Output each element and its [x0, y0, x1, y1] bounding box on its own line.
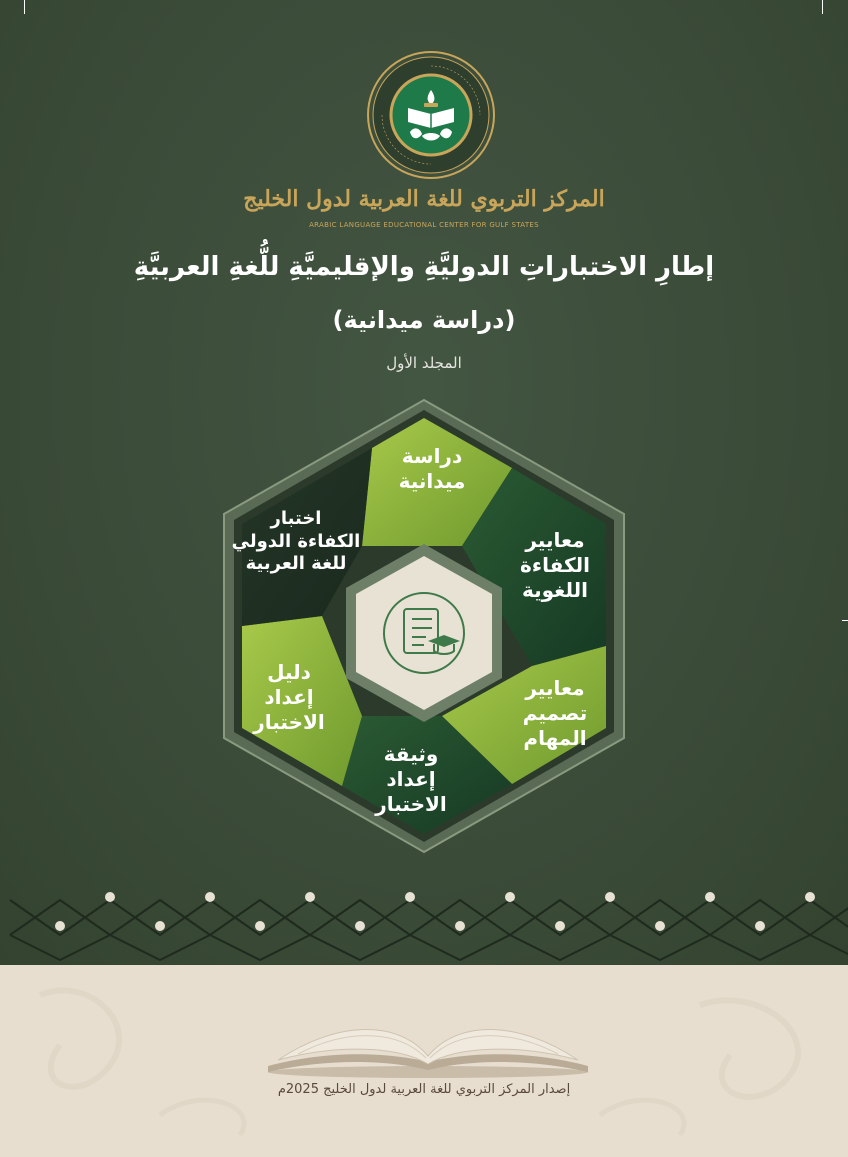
segment-label-field-study: دراسة ميدانية [398, 444, 466, 493]
segment-label-test-document: وثيقة إعداد الاختبار [375, 742, 447, 816]
organization-seal-logo [366, 50, 496, 180]
crop-mark-left [24, 0, 25, 14]
pattern-dot [305, 892, 315, 902]
decorative-pattern [0, 880, 848, 965]
pattern-dot [555, 921, 565, 931]
pattern-dot [205, 892, 215, 902]
segment-label-test-guide: دليل إعداد الاختبار [253, 660, 325, 734]
organization-name-english: ARABIC LANGUAGE EDUCATIONAL CENTER FOR GULF STATES [309, 221, 539, 229]
volume-label: المجلد الأول [386, 354, 462, 372]
pattern-lattice [10, 900, 848, 960]
pattern-dot [105, 892, 115, 902]
publisher-line: إصدار المركز التربوي للغة العربية لدول الخليج 2025م [277, 1082, 571, 1097]
pattern-dot [805, 892, 815, 902]
pattern-dot [605, 892, 615, 902]
pattern-dot [755, 921, 765, 931]
pattern-dot [55, 921, 65, 931]
crop-mark-side [842, 620, 848, 621]
segment-label-language-proficiency: معايير الكفاءة اللغوية [520, 528, 590, 602]
pattern-dot [355, 921, 365, 931]
pattern-dot [655, 921, 665, 931]
pattern-dot [705, 892, 715, 902]
pattern-dot [455, 921, 465, 931]
organization-name-arabic: المركز التربوي للغة العربية لدول الخليج [243, 186, 605, 212]
pattern-dot [405, 892, 415, 902]
open-book-icon [258, 1000, 598, 1080]
pattern-dot [155, 921, 165, 931]
crop-mark-right [822, 0, 823, 14]
book-subtitle: (دراسة ميدانية) [332, 306, 516, 334]
segment-label-task-design: معايير تصميم المهام [522, 676, 588, 750]
book-title: إطارِ الاختباراتِ الدوليَّةِ والإقليميَّةِ للُّغةِ العربيَّةِ [133, 252, 715, 282]
pattern-dot [505, 892, 515, 902]
segment-label-proficiency-test: اختبار الكفاءة الدولي للغة العربية [231, 508, 361, 574]
pattern-dot [255, 921, 265, 931]
